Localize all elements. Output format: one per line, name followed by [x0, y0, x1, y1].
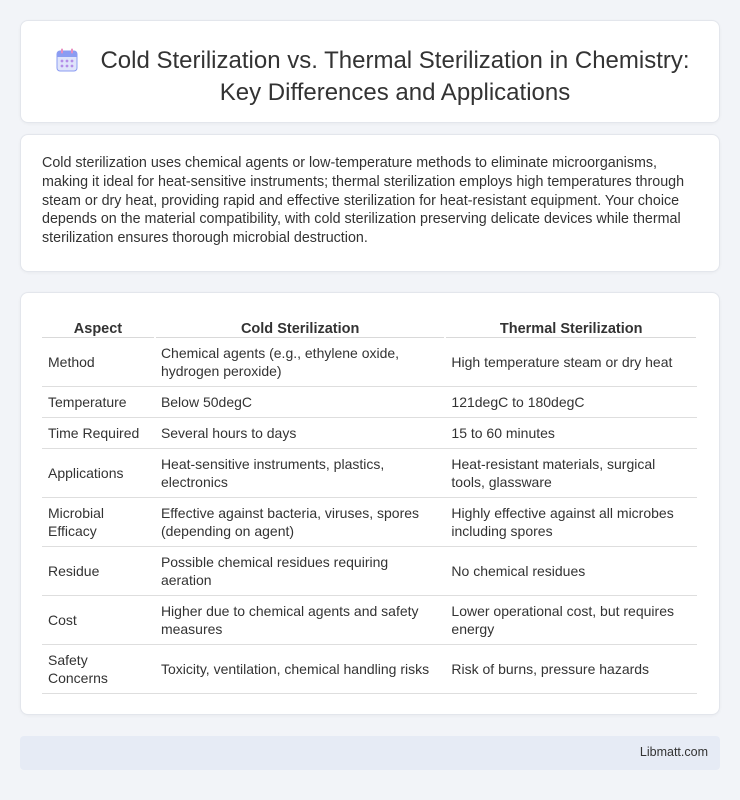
cell-thermal: High temperature steam or dry heat	[445, 337, 697, 386]
cell-cold: Below 50degC	[155, 386, 445, 417]
table-row	[42, 386, 697, 417]
calendar-icon	[56, 48, 78, 72]
cell-aspect: Safety Concerns	[42, 644, 155, 693]
cell-cold: Higher due to chemical agents and safety measures	[155, 595, 445, 644]
cell-cold: Heat-sensitive instruments, plastics, electronics	[155, 448, 445, 497]
cell-cold: Several hours to days	[155, 417, 445, 448]
table-row	[42, 595, 697, 644]
cell-thermal: Heat-resistant materials, surgical tools, glassware	[445, 448, 697, 497]
cell-aspect: Temperature	[42, 386, 155, 417]
table-row	[42, 546, 697, 595]
header-aspect: Aspect	[42, 317, 155, 337]
cell-cold: Toxicity, ventilation, chemical handling risks	[155, 644, 445, 693]
cell-thermal: Risk of burns, pressure hazards	[445, 644, 697, 693]
cell-thermal: Highly effective against all microbes including spores	[445, 497, 697, 546]
cell-thermal: 15 to 60 minutes	[445, 417, 697, 448]
comparison-card	[20, 292, 720, 715]
footer-site-link[interactable]: Libmatt.com	[639, 745, 708, 759]
summary-card	[20, 134, 720, 272]
title-card	[20, 20, 720, 123]
table-row	[42, 448, 697, 497]
comparison-table	[42, 317, 698, 694]
table-row	[42, 497, 697, 546]
cell-aspect: Applications	[42, 448, 155, 497]
cell-thermal: 121degC to 180degC	[445, 386, 697, 417]
cell-aspect: Time Required	[42, 417, 155, 448]
cell-thermal: No chemical residues	[445, 546, 697, 595]
cell-aspect: Cost	[42, 595, 155, 644]
page-title: Cold Sterilization vs. Thermal Sterilization in Chemistry: Key Differences and Applications	[100, 47, 690, 106]
cell-cold: Effective against bacteria, viruses, spores (depending on agent)	[155, 497, 445, 546]
table-row	[42, 337, 697, 386]
cell-thermal: Lower operational cost, but requires energy	[445, 595, 697, 644]
cell-aspect: Residue	[42, 546, 155, 595]
footer-bar	[20, 736, 720, 770]
cell-aspect: Method	[42, 337, 155, 386]
header-thermal: Thermal Sterilization	[445, 317, 697, 337]
header-cold: Cold Sterilization	[155, 317, 445, 337]
table-row	[42, 417, 697, 448]
cell-cold: Chemical agents (e.g., ethylene oxide, hydrogen peroxide)	[155, 337, 445, 386]
table-header-row	[42, 317, 697, 337]
cell-aspect: Microbial Efficacy	[42, 497, 155, 546]
cell-cold: Possible chemical residues requiring aeration	[155, 546, 445, 595]
summary-paragraph: Cold sterilization uses chemical agents or low-temperature methods to eliminate microorganisms, making it ideal for heat-sensitive instruments; thermal sterilization employs high temperatures through steam or dry heat, providing rapid and effective sterilization for heat-resistant equipment. Your choice depends on the material compatibility, with cold sterilization preserving delicate devices while thermal sterilization ensures thorough microbial destruction.	[42, 155, 685, 247]
table-row	[42, 644, 697, 693]
